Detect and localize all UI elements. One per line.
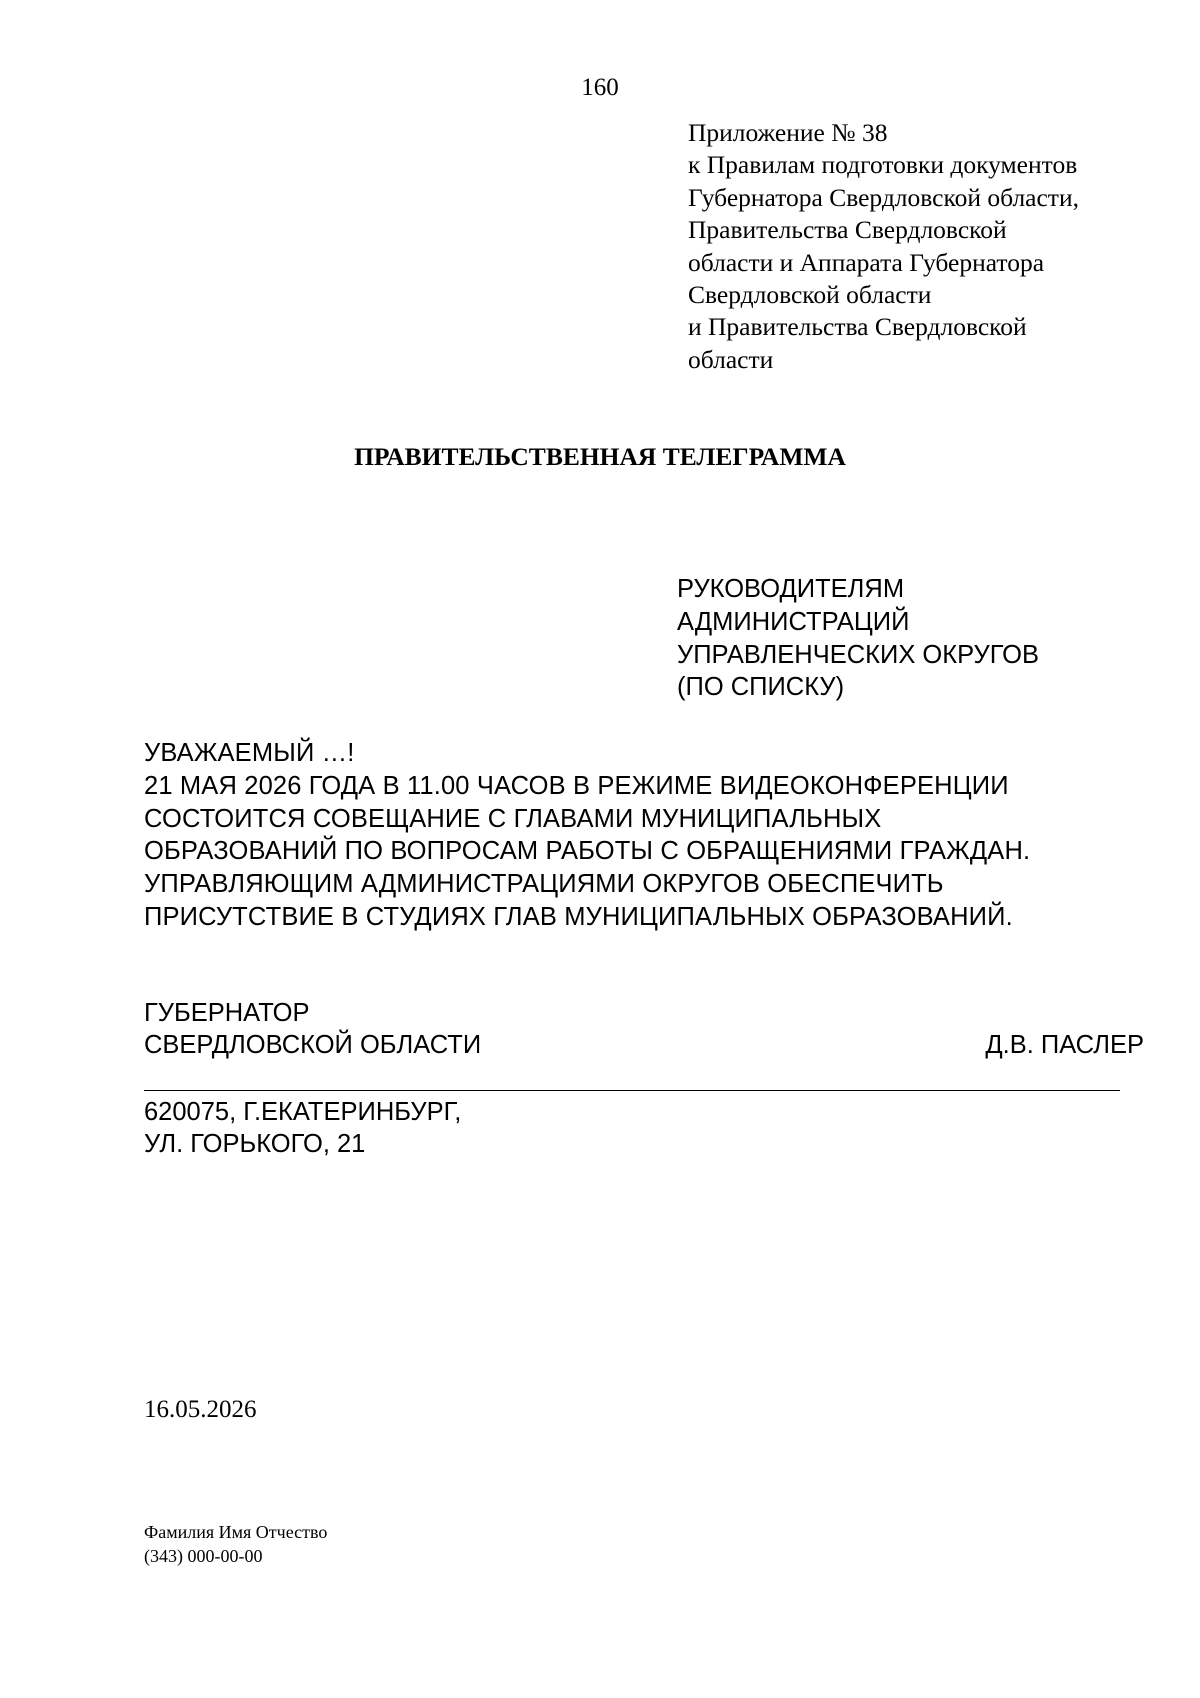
signature-block [144, 997, 1144, 1062]
body-line: УПРАВЛЯЮЩИМ АДМИНИСТРАЦИЯМИ ОКРУГОВ ОБЕСПЕЧИТЬ [144, 870, 944, 899]
document-title: ПРАВИТЕЛЬСТВЕННАЯ ТЕЛЕГРАММА [354, 442, 846, 471]
appendix-line: Губернатора Свердловской области, [688, 182, 1079, 212]
signer-position-line1: ГУБЕРНАТОР [144, 999, 310, 1027]
appendix-note [688, 117, 1168, 376]
executor-name: Фамилия Имя Отчество [144, 1522, 328, 1542]
address-line: УЛ. ГОРЬКОГО, 21 [144, 1130, 366, 1159]
appendix-line: Правительства Свердловской [688, 215, 1007, 245]
appendix-line: области [688, 344, 774, 374]
recipient-line: АДМИНИСТРАЦИЙ [677, 607, 910, 636]
body-line: УВАЖАЕМЫЙ …! [144, 739, 355, 767]
body-line: ПРИСУТСТВИЕ В СТУДИЯХ ГЛАВ МУНИЦИПАЛЬНЫХ ОБРАЗОВАНИЙ. [144, 902, 1013, 931]
body-line: СОСТОИТСЯ СОВЕЩАНИЕ С ГЛАВАМИ МУНИЦИПАЛЬНЫХ [144, 804, 882, 833]
body-line: 21 МАЯ 2026 ГОДА В 11.00 ЧАСОВ В РЕЖИМЕ ВИДЕОКОНФЕРЕНЦИИ [144, 771, 1009, 800]
address-line: 620075, Г.ЕКАТЕРИНБУРГ, [144, 1098, 462, 1126]
executor-phone: (343) 000-00-00 [144, 1546, 263, 1566]
separator-line [144, 1090, 1120, 1091]
signature-row [144, 1029, 1144, 1061]
appendix-line: Свердловской области [688, 280, 932, 310]
appendix-line: и Правительства Свердловской [688, 312, 1027, 342]
telegram-body [144, 737, 1144, 934]
recipient-block [677, 573, 1177, 704]
document-date: 16.05.2026 [144, 1396, 257, 1423]
appendix-line: области и Аппарата Губернатора [688, 247, 1045, 277]
sender-address [144, 1096, 944, 1161]
signer-name: Д.В. ПАСЛЕР [985, 1031, 1144, 1060]
recipient-line: РУКОВОДИТЕЛЯМ [677, 575, 905, 603]
body-line: ОБРАЗОВАНИЙ ПО ВОПРОСАМ РАБОТЫ С ОБРАЩЕНИЯМИ ГРАЖДАН. [144, 837, 1031, 866]
appendix-line: Приложение № 38 [688, 118, 888, 147]
appendix-line: к Правилам подготовки документов [688, 150, 1078, 180]
recipient-line: УПРАВЛЕНЧЕСКИХ ОКРУГОВ [677, 640, 1039, 669]
executor-block [144, 1520, 327, 1568]
recipient-line: (ПО СПИСКУ) [677, 673, 845, 702]
page-number: 160 [581, 74, 619, 101]
signer-position-line2: СВЕРДЛОВСКОЙ ОБЛАСТИ [144, 1031, 482, 1060]
